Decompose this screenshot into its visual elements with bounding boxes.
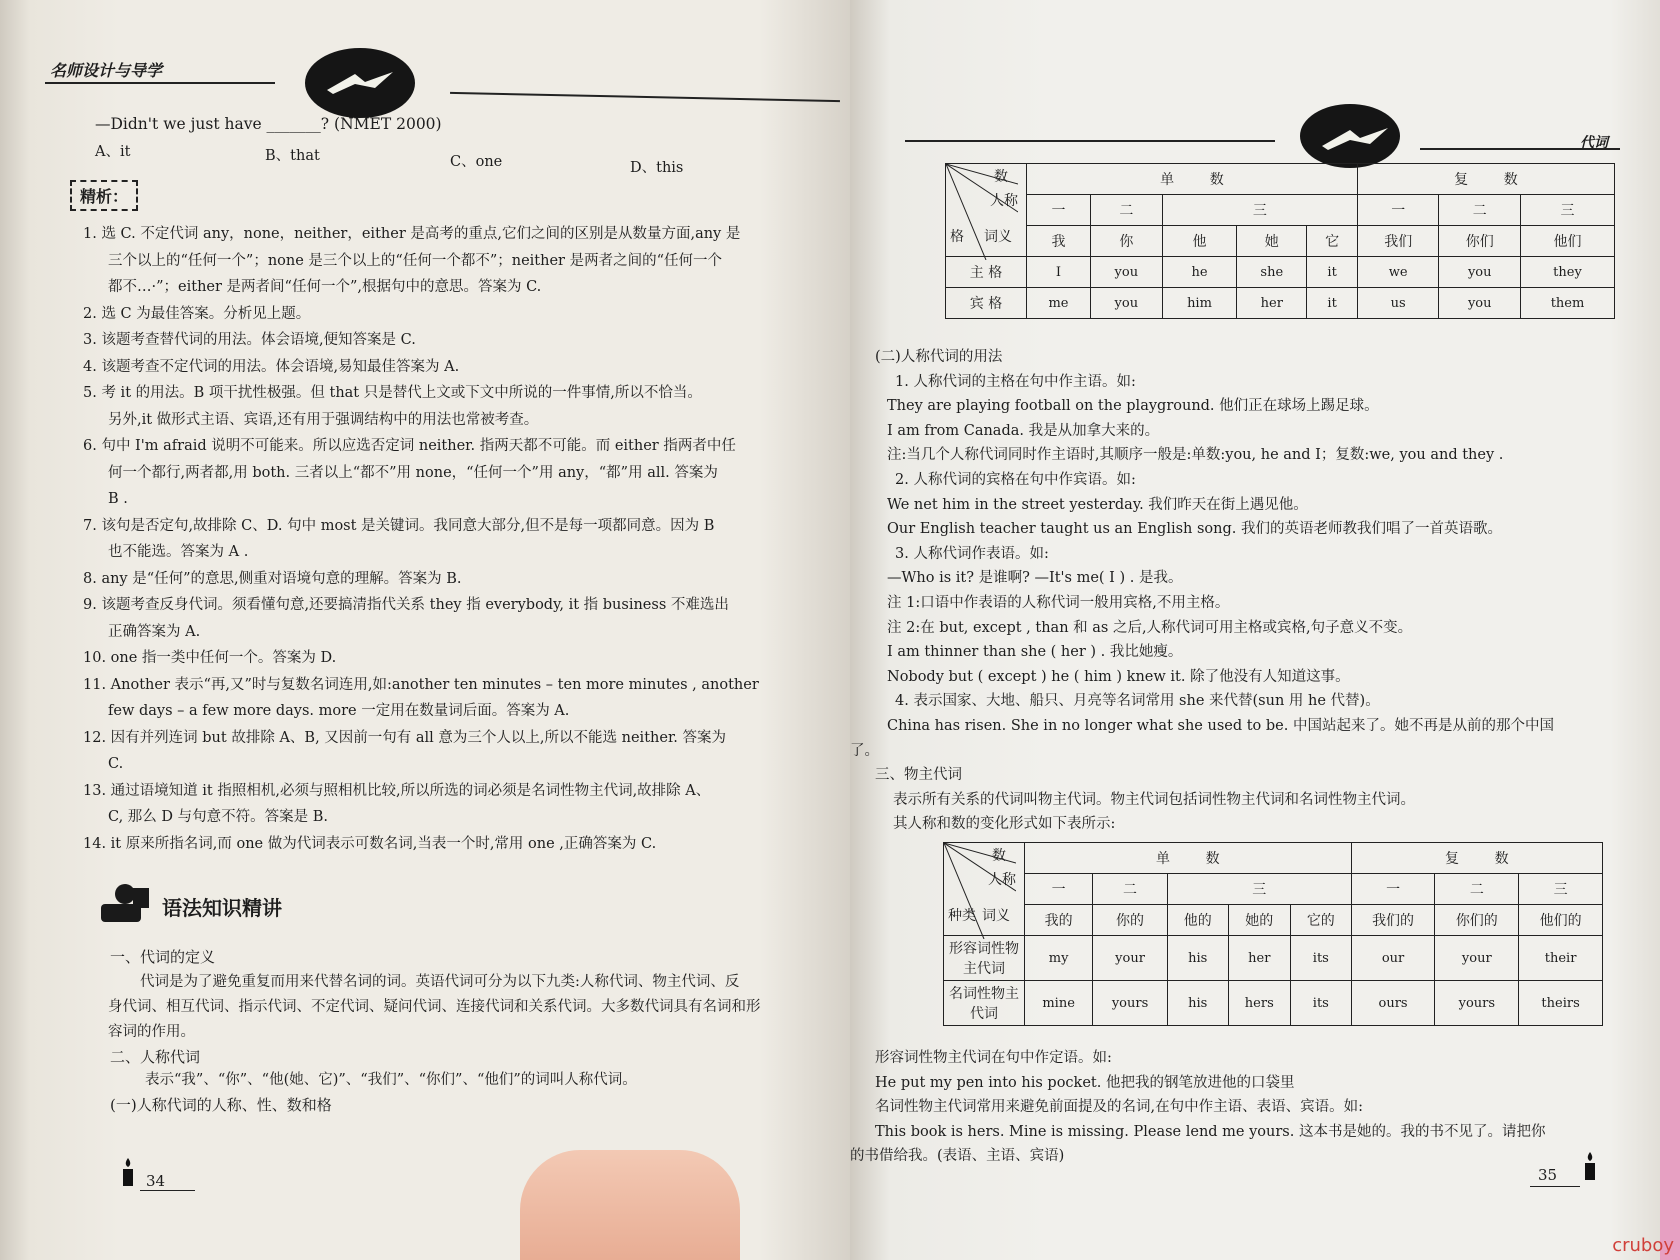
group-label: 数 xyxy=(1494,851,1509,867)
row-label: 形容词性物主代词 xyxy=(944,936,1025,981)
answer-line: few days – a few more days. more 一定用在数量词后面。答案为 A. xyxy=(108,703,570,719)
usage-line: 三、物主代词 xyxy=(875,767,962,784)
meaning-cell: 你们的 xyxy=(1435,905,1519,936)
person-header: 一 xyxy=(1351,874,1435,905)
pronoun-cell: they xyxy=(1521,257,1615,288)
answer-line: C, 那么 D 与句意不符。答案是 B. xyxy=(108,809,329,825)
meaning-cell: 你们 xyxy=(1439,226,1521,257)
group-label: 数 xyxy=(1503,172,1518,188)
pronoun-cell: his xyxy=(1167,981,1228,1026)
pronoun-cell: mine xyxy=(1025,981,1093,1026)
table-row xyxy=(946,257,1615,288)
answer-line: 2. 选 C 为最佳答案。分析见上题。 xyxy=(83,305,311,322)
pronoun-cell: you xyxy=(1090,257,1162,288)
answer-line: 三个以上的“任何一个”；none 是三个以上的“任何一个都不”；neither 是两者之间的“任何一个 xyxy=(108,252,723,269)
group-label: 单 xyxy=(1160,172,1175,188)
usage-line: We net him in the street yesterday. 我们昨天在街上遇见他。 xyxy=(887,496,1308,513)
pronoun-cell: its xyxy=(1290,981,1351,1026)
table-row xyxy=(944,936,1603,981)
answer-line: 何一个都行,两者都,用 both. 三者以上“都不”用 none，“任何一个”用 any，“都”用 all. 答案为 xyxy=(108,464,718,481)
usage-line: 的书借给我。(表语、主语、宾语) xyxy=(850,1148,1065,1164)
answer-line: 11. Another 表示“再,又”时与复数名词连用,如:another ten minutes – ten more minutes , another xyxy=(83,676,759,693)
option-b: B、that xyxy=(265,148,320,164)
page-number-rule xyxy=(1530,1186,1580,1187)
usage-line: 表示所有关系的代词叫物主代词。物主代词包括词性物主代词和名词性物主代词。 xyxy=(893,791,1415,808)
group-label: 数 xyxy=(1209,172,1224,188)
pronoun-cell: your xyxy=(1435,936,1519,981)
corner-label: 种类 xyxy=(948,908,976,924)
pronoun-cell: you xyxy=(1439,257,1521,288)
usage-line: 4. 表示国家、大地、船只、月亮等名词常用 she 来代替(sun 用 he 代替)。 xyxy=(895,693,1380,710)
pronoun-cell: I xyxy=(1027,257,1091,288)
header-rule xyxy=(45,82,275,84)
usage-line: Nobody but ( except ) he ( him ) knew it. 除了他没有人知道这事。 xyxy=(887,668,1350,685)
definition-line: 身代词、相互代词、指示代词、不定代词、疑问代词、连接代词和关系代词。大多数代词具有名词和形 xyxy=(108,999,761,1015)
person-header: 一 xyxy=(1357,195,1439,226)
definition-heading: 一、代词的定义 xyxy=(110,948,216,966)
meaning-cell: 他们的 xyxy=(1519,905,1603,936)
candle-icon xyxy=(1582,1152,1598,1180)
pronoun-cell: my xyxy=(1025,936,1093,981)
eagle-logo-icon xyxy=(305,48,415,118)
meaning-cell: 他的 xyxy=(1167,905,1228,936)
group-label: 单 xyxy=(1156,851,1171,867)
pronoun-cell: ours xyxy=(1351,981,1435,1026)
pronoun-cell: hers xyxy=(1228,981,1290,1026)
usage-line: 3. 人称代词作表语。如: xyxy=(895,545,1049,562)
singular-header xyxy=(1025,843,1352,874)
personal-pronoun-heading: 二、人称代词 xyxy=(110,1048,201,1066)
row-label: 名词性物主代词 xyxy=(944,981,1025,1026)
corner-label: 数 xyxy=(992,848,1006,864)
answer-line: 10. one 指一类中任何一个。答案为 D. xyxy=(83,650,337,666)
person-header: 三 xyxy=(1521,195,1615,226)
pronoun-cell: its xyxy=(1290,936,1351,981)
row-label: 主 格 xyxy=(946,257,1027,288)
plural-header xyxy=(1357,164,1614,195)
pronoun-cell: it xyxy=(1307,257,1358,288)
pronoun-cell: it xyxy=(1307,288,1358,319)
pronoun-cell: us xyxy=(1357,288,1439,319)
subsection-heading: (一)人称代词的人称、性、数和格 xyxy=(110,1096,332,1114)
corner-label: 词义 xyxy=(984,229,1012,245)
definition-line: 容词的作用。 xyxy=(108,1024,195,1040)
definition-line: 代词是为了避免重复而用来代替名词的词。英语代词可分为以下九类:人称代词、物主代词、反 xyxy=(140,974,740,990)
person-header: 三 xyxy=(1162,195,1357,226)
chapter-title: 代词 xyxy=(1580,135,1608,151)
table-corner-cell xyxy=(944,843,1025,936)
page-number: 34 xyxy=(146,1172,166,1190)
usage-line: —Who is it? 是谁啊? —It's me( I ) . 是我。 xyxy=(887,570,1183,587)
usage-line: 注:当几个人称代词同时作主语时,其顺序一般是:单数:you, he and I；复数:we, you and they . xyxy=(887,447,1504,464)
answer-line: 5. 考 it 的用法。B 项干扰性极强。但 that 只是替代上文或下文中所说的一件事情,所以不恰当。 xyxy=(83,385,702,401)
right-page xyxy=(850,0,1660,1260)
meaning-cell: 他们 xyxy=(1521,226,1615,257)
usage-line: Our English teacher taught us an English song. 我们的英语老师教我们唱了一首英语歌。 xyxy=(887,521,1502,538)
person-header: 一 xyxy=(1027,195,1091,226)
watermark: cruboy xyxy=(1612,1235,1674,1256)
answer-line: 8. any 是“任何”的意思,侧重对语境句意的理解。答案为 B. xyxy=(83,570,462,587)
corner-label: 格 xyxy=(950,229,964,245)
answer-line: 12. 因有并列连词 but 故排除 A、B, 又因前一句有 all 意为三个人以上,所以不能选 neither. 答案为 xyxy=(83,729,727,746)
option-d: D、this xyxy=(630,160,684,176)
corner-label: 人称 xyxy=(990,193,1018,209)
answer-line: 另外,it 做形式主语、宾语,还有用于强调结构中的用法也常被考查。 xyxy=(108,411,539,428)
personal-pronoun-table xyxy=(945,163,1615,319)
answer-line: 3. 该题考查替代词的用法。体会语境,便知答案是 C. xyxy=(83,332,416,348)
person-header: 二 xyxy=(1090,195,1162,226)
pronoun-cell: them xyxy=(1521,288,1615,319)
answer-line: 13. 通过语境知道 it 指照相机,必须与照相机比较,所以所选的词必须是名词性物主代词,故排除 A、 xyxy=(83,782,711,799)
meaning-cell: 你的 xyxy=(1093,905,1168,936)
usage-line: (二)人称代词的用法 xyxy=(875,349,1003,365)
pronoun-cell: him xyxy=(1162,288,1237,319)
group-label: 数 xyxy=(1205,851,1220,867)
meaning-cell: 她 xyxy=(1237,226,1307,257)
answer-line: 7. 该句是否定句,故排除 C、D. 句中 most 是关键词。我同意大部分,但不是每一项都同意。因为 B xyxy=(83,517,715,534)
group-label: 复 xyxy=(1454,172,1469,188)
answer-line: 14. it 原来所指名词,而 one 做为代词表示可数名词,当表一个时,常用 one ,正确答案为 C. xyxy=(83,835,657,852)
group-label: 复 xyxy=(1445,851,1460,867)
section-heading: 语法知识精讲 xyxy=(162,896,282,920)
possessive-pronoun-table xyxy=(943,842,1603,1026)
pronoun-cell: you xyxy=(1090,288,1162,319)
option-a: A、it xyxy=(95,144,131,160)
meaning-cell: 我 xyxy=(1027,226,1091,257)
meaning-cell: 我的 xyxy=(1025,905,1093,936)
pronoun-cell: she xyxy=(1237,257,1307,288)
pronoun-cell: we xyxy=(1357,257,1439,288)
answer-line: B . xyxy=(108,491,128,507)
pronoun-cell: he xyxy=(1162,257,1237,288)
usage-line: 注 1:口语中作表语的人称代词一般用宾格,不用主格。 xyxy=(887,595,1230,611)
person-header: 二 xyxy=(1435,874,1519,905)
usage-line: 了。 xyxy=(850,742,879,759)
pronoun-cell: our xyxy=(1351,936,1435,981)
answer-line: C. xyxy=(108,756,124,772)
pronoun-cell: me xyxy=(1027,288,1091,319)
corner-label: 数 xyxy=(994,169,1008,185)
analysis-label: 精析： xyxy=(70,180,138,211)
header-rule xyxy=(450,92,840,102)
corner-label: 词义 xyxy=(982,908,1010,924)
finger-image xyxy=(520,1150,740,1260)
pronoun-cell: theirs xyxy=(1519,981,1603,1026)
person-header: 三 xyxy=(1167,874,1351,905)
person-header: 二 xyxy=(1093,874,1168,905)
person-header: 一 xyxy=(1025,874,1093,905)
usage-line: I am from Canada. 我是从加拿大来的。 xyxy=(887,422,1160,439)
pronoun-cell: his xyxy=(1167,936,1228,981)
meaning-cell: 我们 xyxy=(1357,226,1439,257)
personal-pronoun-text: 表示“我”、“你”、“他(她、它)”、“我们”、“你们”、“他们”的词叫人称代词。 xyxy=(145,1072,637,1088)
answer-line: 4. 该题考查不定代词的用法。体会语境,易知最佳答案为 A. xyxy=(83,358,460,375)
corner-label: 人称 xyxy=(988,872,1016,888)
page-number-rule xyxy=(140,1190,195,1191)
usage-line: 2. 人称代词的宾格在句中作宾语。如: xyxy=(895,472,1136,488)
usage-line: 注 2:在 but, except , than 和 as 之后,人称代词可用主格或宾格,句子意义不变。 xyxy=(887,619,1413,636)
header-rule xyxy=(905,140,1275,142)
usage-line: 形容词性物主代词在句中作定语。如: xyxy=(875,1050,1112,1066)
pronoun-cell: yours xyxy=(1435,981,1519,1026)
meaning-cell: 它的 xyxy=(1290,905,1351,936)
pronoun-cell: her xyxy=(1237,288,1307,319)
answer-line: 正确答案为 A. xyxy=(108,623,201,640)
usage-line: 1. 人称代词的主格在句中作主语。如: xyxy=(895,373,1136,390)
answer-line: 6. 句中 I'm afraid 说明不可能来。所以应选否定词 neither. 指两天都不可能。而 either 指两者中任 xyxy=(83,438,736,454)
table-row xyxy=(946,288,1615,319)
answer-line: 1. 选 C. 不定代词 any，none，neither，either 是高考的重点,它们之间的区别是从数量方面,any 是 xyxy=(83,226,741,242)
usage-line: They are playing football on the playground. 他们正在球场上踢足球。 xyxy=(887,398,1379,415)
question-line: —Didn't we just have _______? (NMET 2000) xyxy=(95,115,442,133)
table-row xyxy=(944,981,1603,1026)
plural-header xyxy=(1351,843,1602,874)
option-c: C、one xyxy=(450,154,503,170)
pronoun-cell: your xyxy=(1093,936,1168,981)
usage-line: 其人称和数的变化形式如下表所示: xyxy=(893,816,1116,833)
book-series-title: 名师设计与导学 xyxy=(50,61,163,80)
person-header: 三 xyxy=(1519,874,1603,905)
meaning-cell: 你 xyxy=(1090,226,1162,257)
answer-line: 也不能选。答案为 A . xyxy=(108,544,249,560)
pronoun-cell: yours xyxy=(1093,981,1168,1026)
usage-line: 名词性物主代词常用来避免前面提及的名词,在句中作主语、表语、宾语。如: xyxy=(875,1099,1363,1115)
pronoun-cell: their xyxy=(1519,936,1603,981)
usage-line: I am thinner than she ( her ) . 我比她瘦。 xyxy=(887,644,1183,661)
pronoun-cell: you xyxy=(1439,288,1521,319)
eagle-logo-icon xyxy=(1300,104,1400,168)
row-label: 宾 格 xyxy=(946,288,1027,319)
page-number: 35 xyxy=(1538,1166,1558,1184)
reading-figure-icon xyxy=(95,880,155,930)
usage-line: He put my pen into his pocket. 他把我的钢笔放进他的口袋里 xyxy=(875,1074,1295,1091)
meaning-cell: 她的 xyxy=(1228,905,1290,936)
meaning-cell: 它 xyxy=(1307,226,1358,257)
singular-header xyxy=(1027,164,1358,195)
table-corner-cell xyxy=(946,164,1027,257)
person-header: 二 xyxy=(1439,195,1521,226)
pronoun-cell: her xyxy=(1228,936,1290,981)
answer-line: 都不…·”；either 是两者间“任何一个”,根据句中的意思。答案为 C. xyxy=(108,279,542,295)
answer-line: 9. 该题考查反身代词。须看懂句意,还要搞清指代关系 they 指 everybody, it 指 business 不难选出 xyxy=(83,597,729,613)
meaning-cell: 他 xyxy=(1162,226,1237,257)
usage-line: China has risen. She in no longer what she used to be. 中国站起来了。她不再是从前的那个中国 xyxy=(887,718,1554,734)
meaning-cell: 我们的 xyxy=(1351,905,1435,936)
candle-icon xyxy=(120,1158,136,1186)
usage-line: This book is hers. Mine is missing. Please lend me yours. 这本书是她的。我的书不见了。请把你 xyxy=(875,1123,1546,1140)
